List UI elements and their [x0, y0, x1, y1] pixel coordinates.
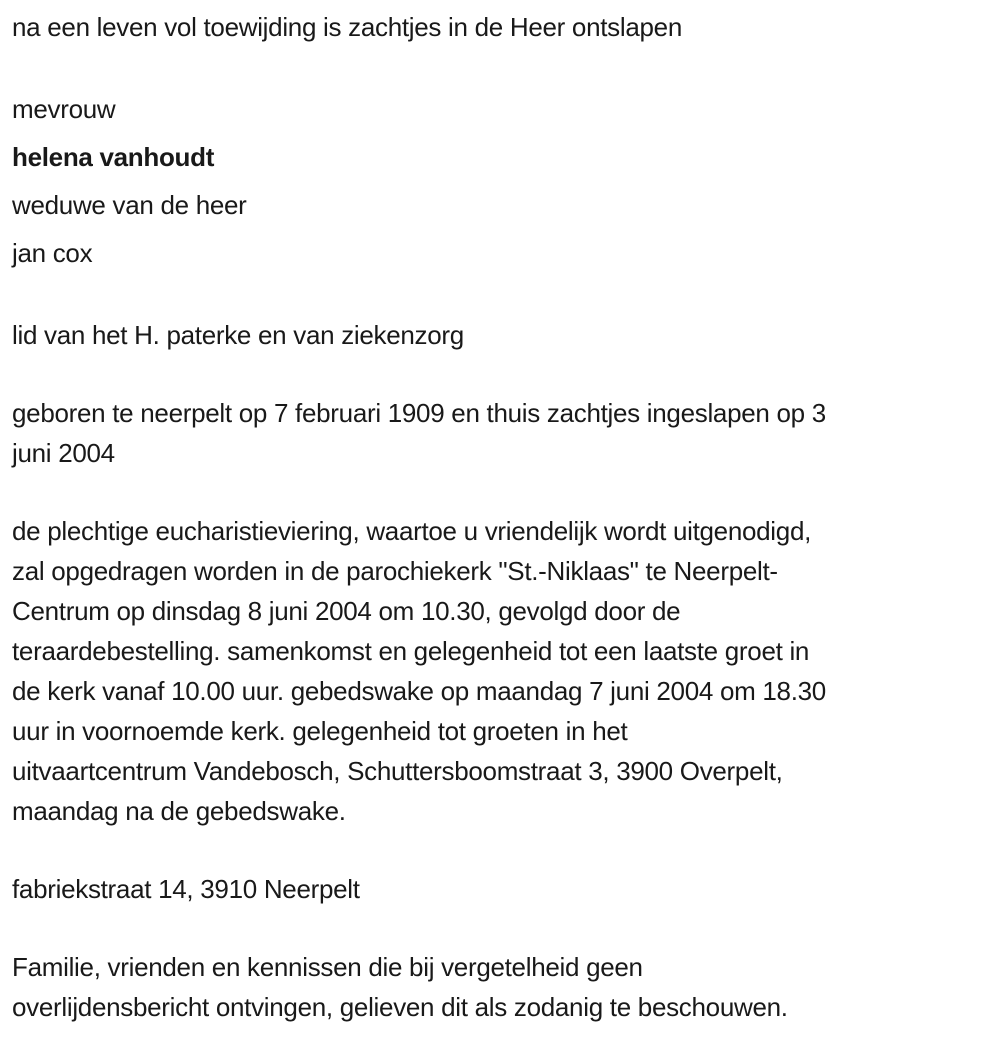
service-line-5: de kerk vanaf 10.00 uur. gebedswake op maandag 7 juni 2004 om 18.30	[12, 676, 826, 706]
relation-line: weduwe van de heer	[12, 190, 247, 220]
birth-death-paragraph	[12, 393, 990, 473]
birth-death-line-1: geboren te neerpelt op 7 februari 1909 en thuis zachtjes ingeslapen op 3	[12, 398, 826, 428]
deceased-name-block	[12, 85, 990, 277]
memberships-line: lid van het H. paterke en van ziekenzorg	[12, 320, 464, 350]
address-paragraph	[12, 869, 990, 909]
opening-paragraph	[12, 7, 990, 47]
deceased-name: helena vanhoudt	[12, 142, 215, 172]
opening-line: na een leven vol toewijding is zachtjes in de Heer ontslapen	[12, 12, 682, 42]
service-line-3: Centrum op dinsdag 8 juni 2004 om 10.30, gevolgd door de	[12, 596, 681, 626]
closing-notice-paragraph	[12, 947, 990, 1027]
service-line-8: maandag na de gebedswake.	[12, 796, 346, 826]
memberships-paragraph	[12, 315, 990, 355]
service-details-paragraph	[12, 511, 990, 831]
closing-line-2: overlijdensbericht ontvingen, gelieven dit als zodanig te beschouwen.	[12, 992, 788, 1022]
service-line-7: uitvaartcentrum Vandebosch, Schuttersboomstraat 3, 3900 Overpelt,	[12, 756, 783, 786]
salutation-line: mevrouw	[12, 94, 116, 124]
spouse-name: jan cox	[12, 238, 93, 268]
service-line-2: zal opgedragen worden in de parochiekerk "St.-Niklaas" te Neerpelt-	[12, 556, 778, 586]
service-line-4: teraardebestelling. samenkomst en gelegenheid tot een laatste groet in	[12, 636, 810, 666]
birth-death-line-2: juni 2004	[12, 438, 115, 468]
service-line-6: uur in voornoemde kerk. gelegenheid tot groeten in het	[12, 716, 628, 746]
closing-line-1: Familie, vrienden en kennissen die bij vergetelheid geen	[12, 952, 643, 982]
address-line: fabriekstraat 14, 3910 Neerpelt	[12, 874, 360, 904]
service-line-1: de plechtige eucharistieviering, waartoe u vriendelijk wordt uitgenodigd,	[12, 516, 812, 546]
